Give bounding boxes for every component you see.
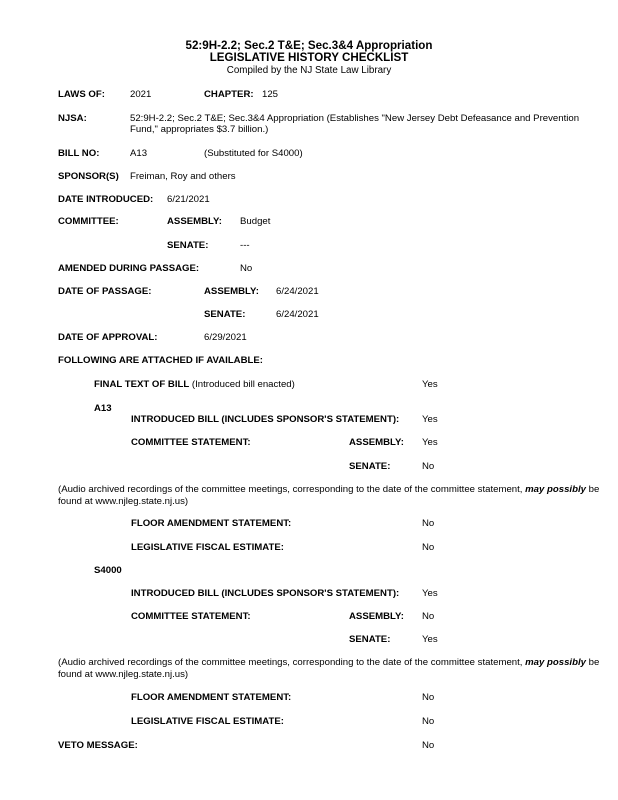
a13-audio-note [58,484,603,507]
final-text-note: (Introduced bill enacted) [191,379,295,390]
committee-assembly-label: ASSEMBLY: [167,216,222,227]
date-of-approval-label: DATE OF APPROVAL: [58,332,158,343]
date-of-approval-value: 6/29/2021 [204,332,247,343]
page-subtitle: LEGISLATIVE HISTORY CHECKLIST [209,51,409,64]
bill-no-label: BILL NO: [58,148,100,159]
a13-senate-value: No [422,461,435,472]
a13-committee-label: COMMITTEE STATEMENT: [131,437,251,448]
committee-assembly-value: Budget [240,216,271,227]
a13-introduced-label: INTRODUCED BILL (INCLUDES SPONSOR'S STATEMENT): [131,414,400,425]
s4000-senate-value: Yes [422,634,438,645]
s4000-heading: S4000 [94,565,122,576]
veto-label: VETO MESSAGE: [58,740,138,751]
s4000-senate-label: SENATE: [349,634,391,645]
laws-of-label: LAWS OF: [58,89,105,100]
date-introduced-label: DATE INTRODUCED: [58,194,154,205]
laws-of-value: 2021 [130,89,152,100]
chapter-value: 125 [262,89,279,100]
s4000-floor-value: No [422,692,435,703]
a13-fiscal-label: LEGISLATIVE FISCAL ESTIMATE: [131,542,284,553]
final-text-value: Yes [422,379,438,390]
s4000-audio-note [58,657,603,680]
a13-introduced-value: Yes [422,414,438,425]
passage-senate-value: 6/24/2021 [276,309,319,320]
committee-label: COMMITTEE: [58,216,119,227]
a13-fiscal-value: No [422,542,435,553]
s4000-audio-note-emphasis: may possibly [525,657,586,668]
s4000-introduced-value: Yes [422,588,438,599]
s4000-assembly-label: ASSEMBLY: [349,611,404,622]
a13-assembly-label: ASSEMBLY: [349,437,404,448]
a13-audio-note-emphasis: may possibly [525,484,586,495]
a13-assembly-value: Yes [422,437,438,448]
njsa-label: NJSA: [58,113,87,124]
a13-audio-note-text: (Audio archived recordings of the committee meetings, corresponding to the date of the committee statement, [58,484,523,495]
committee-senate-value: --- [240,240,250,251]
chapter-label: CHAPTER: [204,89,254,100]
date-introduced-value: 6/21/2021 [167,194,210,205]
s4000-committee-label: COMMITTEE STATEMENT: [131,611,251,622]
veto-value: No [422,740,435,751]
committee-senate-label: SENATE: [167,240,209,251]
njsa-value-line1: 52:9H-2.2; Sec.2 T&E; Sec.3&4 Appropriation (Establishes "New Jersey Debt Defeasance and Prevention [130,113,580,124]
sponsors-value: Freiman, Roy and others [130,171,236,182]
final-text-row [94,379,295,390]
s4000-fiscal-value: No [422,716,435,727]
s4000-fiscal-label: LEGISLATIVE FISCAL ESTIMATE: [131,716,284,727]
passage-assembly-label: ASSEMBLY: [204,286,259,297]
amended-value: No [240,263,253,274]
date-of-passage-label: DATE OF PASSAGE: [58,286,152,297]
bill-no-value: A13 [130,148,148,159]
final-text-label: FINAL TEXT OF BILL [94,379,190,390]
s4000-assembly-value: No [422,611,435,622]
page-title: 52:9H-2.2; Sec.2 T&E; Sec.3&4 Appropriation [185,39,433,52]
s4000-audio-note-text: (Audio archived recordings of the committee meetings, corresponding to the date of the committee statement, [58,657,523,668]
a13-floor-label: FLOOR AMENDMENT STATEMENT: [131,518,292,529]
passage-senate-label: SENATE: [204,309,246,320]
attached-heading: FOLLOWING ARE ATTACHED IF AVAILABLE: [58,355,263,366]
s4000-floor-label: FLOOR AMENDMENT STATEMENT: [131,692,292,703]
s4000-audio-note-link-text: be found at www.njleg.state.nj.us) [58,657,600,680]
sponsors-label: SPONSOR(S) [58,171,119,182]
a13-audio-note-link-text: be found at www.njleg.state.nj.us) [58,484,600,507]
bill-no-note: (Substituted for S4000) [204,148,303,159]
a13-floor-value: No [422,518,435,529]
a13-heading: A13 [94,403,112,414]
passage-assembly-value: 6/24/2021 [276,286,319,297]
compiled-by: Compiled by the NJ State Law Library [226,65,392,76]
a13-senate-label: SENATE: [349,461,391,472]
s4000-introduced-label: INTRODUCED BILL (INCLUDES SPONSOR'S STATEMENT): [131,588,400,599]
amended-label: AMENDED DURING PASSAGE: [58,263,200,274]
njsa-value-line2: Fund," appropriates $3.7 billion.) [130,124,269,135]
